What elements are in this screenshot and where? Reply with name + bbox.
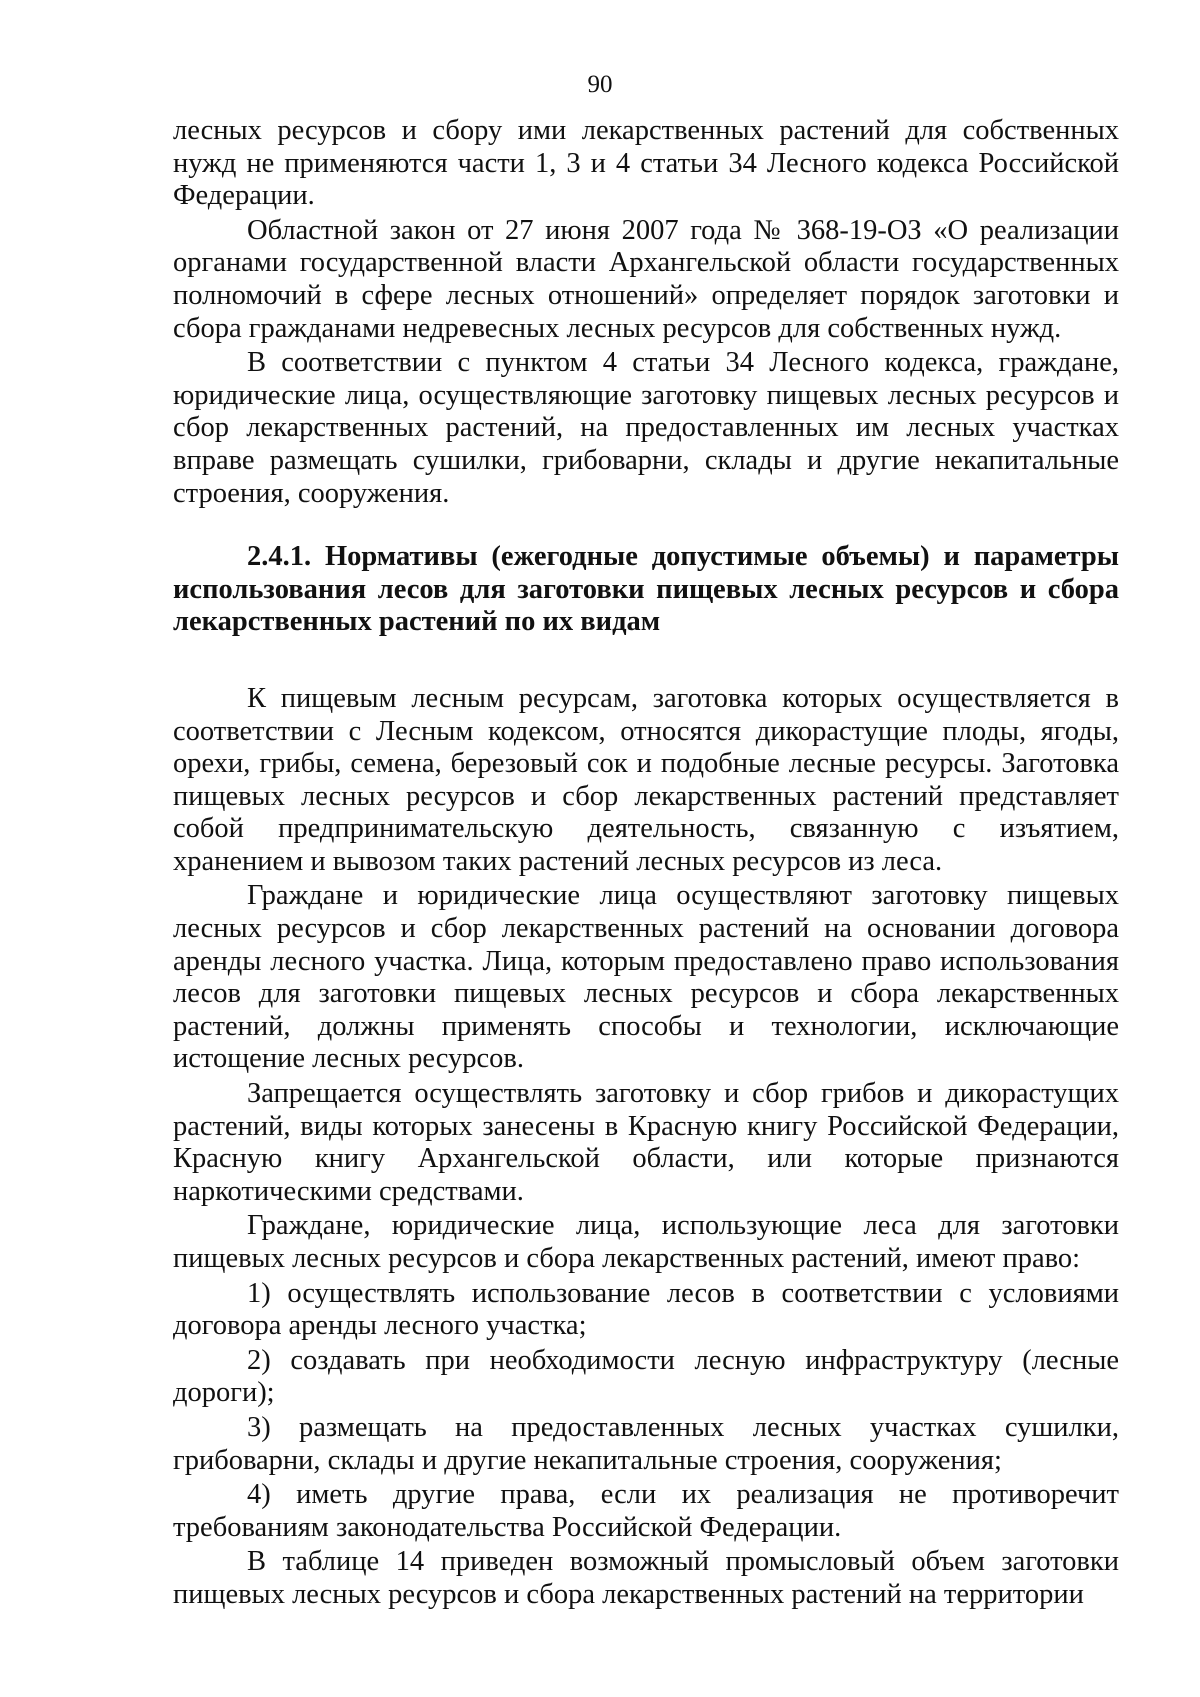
- paragraph: В соответствии с пунктом 4 статьи 34 Лесного кодекса, граждане, юридические лица, осуществляющие заготовку пищевых лесных ресурсов и сбор лекарственных растений, на предоставленных им лесных участках вправе размещать сушилки, грибоварни, склады и другие некапитальные строения, сооружения.: [173, 347, 1119, 509]
- paragraph: Запрещается осуществлять заготовку и сбор грибов и дикорастущих растений, виды которых занесены в Красную книгу Российской Федерации, Красную книгу Архангельской области, или которые признаются наркотическими средствами.: [173, 1078, 1119, 1207]
- list-item: 1) осуществлять использование лесов в соответствии с условиями договора аренды лесного участка;: [173, 1277, 1119, 1342]
- paragraph: К пищевым лесным ресурсам, заготовка которых осуществляется в соответствии с Лесным кодексом, относятся дикорастущие плоды, ягоды, орехи, грибы, семена, березовый сок и подобные лесные ресурсы. Заготовка пищевых лесных ресурсов и сбор лекарственных растений представляет собой предпринимательскую деятельность, связанную с изъятием, хранением и вывозом таких растений лесных ресурсов из леса.: [173, 682, 1119, 877]
- section-heading: 2.4.1. Нормативы (ежегодные допустимые объемы) и параметры использования лесов для заготовки пищевых лесных ресурсов и сбора лекарственных растений по их видам: [173, 541, 1119, 638]
- paragraph: В таблице 14 приведен возможный промысловый объем заготовки пищевых лесных ресурсов и сбора лекарственных растений на территории: [173, 1546, 1119, 1610]
- document-body: [173, 115, 1119, 1614]
- list-item: 2) создавать при необходимости лесную инфраструктуру (лесные дороги);: [173, 1344, 1119, 1409]
- paragraph: Областной закон от 27 июня 2007 года № 368-19-ОЗ «О реализации органами государственной власти Архангельской области государственных полномочий в сфере лесных отношений» определяет порядок заготовки и сбора гражданами недревесных лесных ресурсов для собственных нужд.: [173, 214, 1119, 344]
- list-item: 4) иметь другие права, если их реализация не противоречит требованиям законодательства Российской Федерации.: [173, 1479, 1119, 1543]
- paragraph: Граждане, юридические лица, использующие леса для заготовки пищевых лесных ресурсов и сбора лекарственных растений, имеют право:: [173, 1210, 1119, 1274]
- paragraph: Граждане и юридические лица осуществляют заготовку пищевых лесных ресурсов и сбор лекарственных растений на основании договора аренды лесного участка. Лица, которым предоставлено право использования лесов для заготовки пищевых лесных ресурсов и сбора лекарственных растений, должны применять способы и технологии, исключающие истощение лесных ресурсов.: [173, 880, 1119, 1075]
- list-item: 3) размещать на предоставленных лесных участках сушилки, грибоварни, склады и другие некапитальные строения, сооружения;: [173, 1411, 1119, 1476]
- paragraph-continuation: лесных ресурсов и сбору ими лекарственных растений для собственных нужд не применяются части 1, 3 и 4 статьи 34 Лесного кодекса Российской Федерации.: [173, 115, 1119, 212]
- page-number: 90: [587, 71, 613, 98]
